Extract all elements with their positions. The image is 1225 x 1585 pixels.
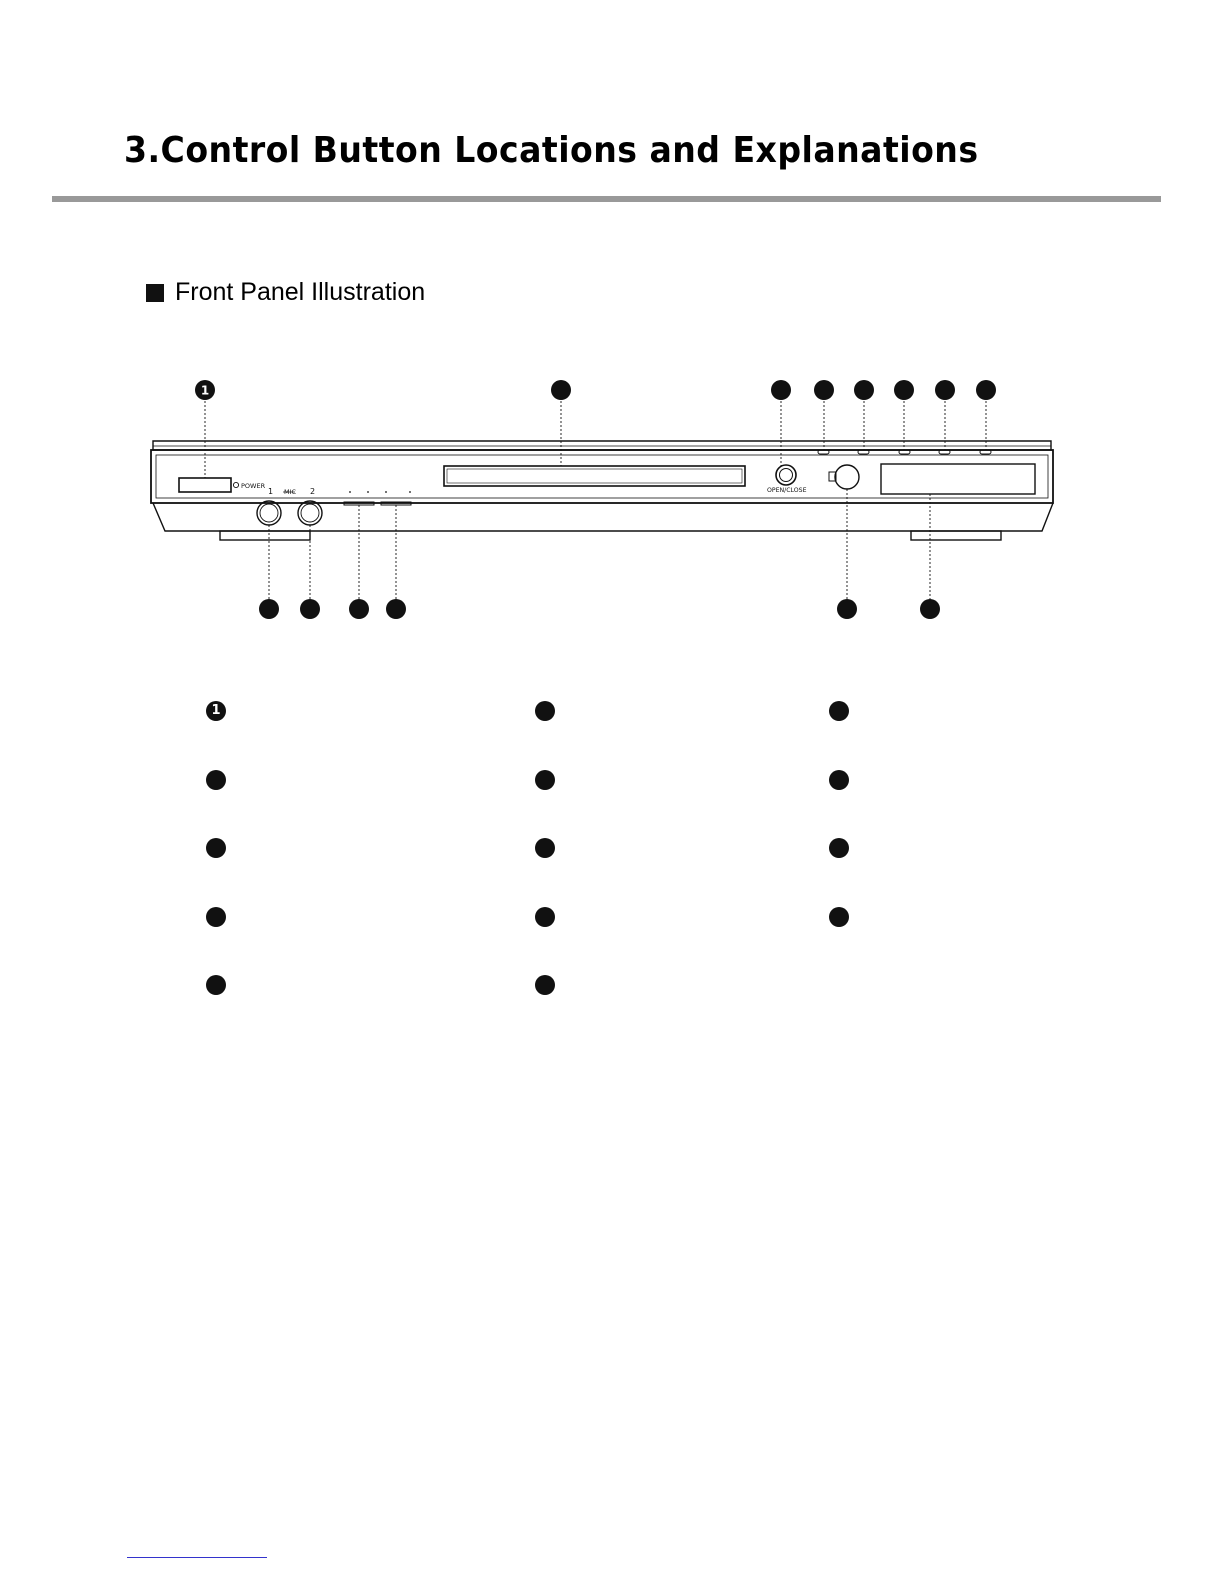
open-close-label: OPEN/CLOSE bbox=[767, 487, 807, 494]
callout-marker bbox=[920, 599, 940, 619]
panel-foot-left bbox=[220, 531, 310, 540]
callout-marker bbox=[300, 599, 320, 619]
callout-marker bbox=[259, 599, 279, 619]
callout-marker bbox=[814, 380, 834, 400]
legend-marker bbox=[829, 838, 849, 858]
callout-marker bbox=[854, 380, 874, 400]
legend-marker bbox=[535, 770, 555, 790]
panel-foot-right bbox=[911, 531, 1001, 540]
mic-jack-2-label: 2 bbox=[310, 487, 316, 496]
page-title: 3.Control Button Locations and Explanations bbox=[124, 130, 979, 171]
power-label: POWER bbox=[241, 482, 266, 490]
legend-marker bbox=[535, 907, 555, 927]
callout-marker bbox=[935, 380, 955, 400]
legend-marker bbox=[206, 770, 226, 790]
panel-base bbox=[153, 503, 1053, 531]
power-button bbox=[179, 478, 231, 492]
callout-number: 1 bbox=[200, 383, 210, 398]
legend-marker bbox=[535, 838, 555, 858]
footer-link-underline bbox=[127, 1557, 267, 1558]
callout-marker bbox=[349, 599, 369, 619]
mic-jack-2 bbox=[298, 501, 322, 525]
legend-marker bbox=[535, 975, 555, 995]
legend-marker bbox=[206, 975, 226, 995]
mic-jack-1-label: 1 bbox=[268, 487, 274, 496]
legend-marker bbox=[206, 907, 226, 927]
legend-marker: 1 bbox=[206, 701, 226, 721]
callout-marker bbox=[386, 599, 406, 619]
callout-marker bbox=[837, 599, 857, 619]
panel-top-lip bbox=[153, 441, 1051, 450]
callout-marker bbox=[195, 380, 215, 400]
callout-marker bbox=[976, 380, 996, 400]
legend-marker bbox=[829, 770, 849, 790]
legend-marker bbox=[535, 701, 555, 721]
callout-marker bbox=[551, 380, 571, 400]
legend-marker bbox=[206, 838, 226, 858]
legend-marker bbox=[829, 701, 849, 721]
display-window bbox=[881, 464, 1035, 494]
power-symbol-icon bbox=[233, 482, 238, 487]
callout-marker bbox=[894, 380, 914, 400]
mic-jack-1 bbox=[257, 501, 281, 525]
remote-sensor bbox=[835, 465, 859, 489]
callouts bbox=[195, 380, 996, 619]
front-panel-illustration bbox=[0, 0, 1225, 700]
legend-marker bbox=[829, 907, 849, 927]
mic-label: MIC bbox=[284, 488, 297, 496]
callout-marker bbox=[771, 380, 791, 400]
callout-leaders bbox=[205, 397, 986, 600]
section-heading-text: Front Panel Illustration bbox=[175, 278, 426, 306]
